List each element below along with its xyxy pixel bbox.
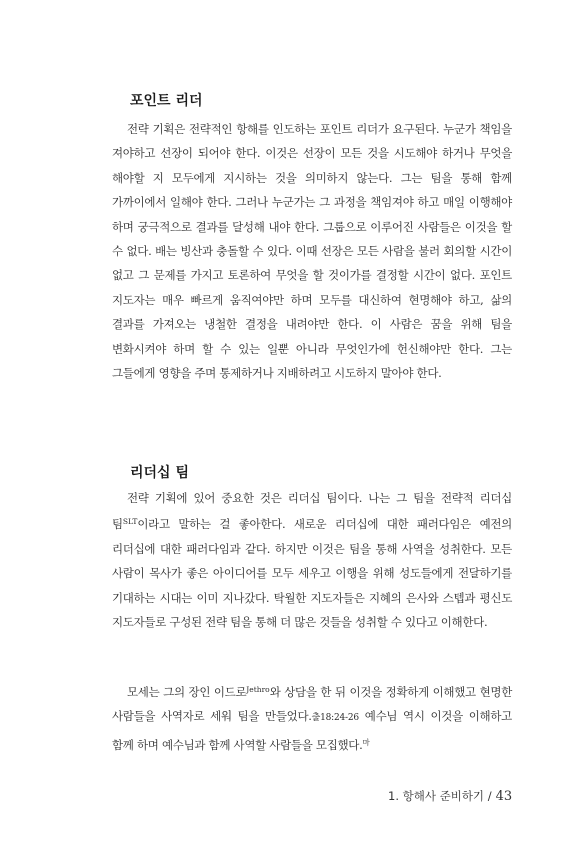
section-heading-leadership-team: 리더십 팀 [130,465,189,481]
paragraph-text: 와 상담을 한 뒤 이것을 정확하게 이해했고 현명한 사람들을 사역자로 세워 팀을 만들었다. [112,685,513,724]
superscript-reference-tail: 마 [362,737,370,747]
page-footer [388,788,512,804]
paragraph-moses [112,678,512,757]
paragraph-text: 전략 기획에 있어 중요한 것은 리더십 팀이다. 나는 그 팀을 전략적 리더십 팀 [112,491,512,532]
paragraph-text: 이라고 말하는 걸 좋아한다. 새로운 리더십에 대한 패러다임은 예전의 리더십에 대한 패러다임과 같다. 하지만 이것은 팀을 통해 사역을 성취한다. 모든 사람이 목사가 좋은 아이디어를 모두 세우고 이행을 위해 성도들에게 전달하기를 기대하는 시대는 이미 지나갔다. 탁월한 지도자들은 지혜의 은사와 스텝과 평신도 지도자들로 구성된 전략 팀을 통해 더 많은 것들을 성취할 수 있다고 이해한다. [112,517,512,630]
paragraph-text: 모세는 그의 장인 이드로 [127,685,247,699]
paragraph-text: 예수님 역시 이것을 이해하고 함께 하며 예수님과 함께 사역할 사람들을 모집했다. [112,709,512,752]
paragraph-point-leader: 전략 기획은 전략적인 항해를 인도하는 포인트 리더가 요구된다. 누군가 책임을 져야하고 선장이 되어야 한다. 이것은 선장이 모든 것을 시도해야 하거나 무엇을 해야할 지 모두에게 지시하는 것을 의미하지 않는다. 그는 팀을 통해 함께 가까이에서 일해야 한다. 그러나 누군가는 그 과정을 책임져야 하고 매일 이행해야 하며 궁극적으로 결과를 달성해 내야 한다. 그룹으로 이루어진 사람들은 이것을 할 수 없다. 배는 빙산과 충돌할 수 있다. 이때 선장은 모든 사람을 불러 회의할 시간이 없고 그 문제를 가지고 토론하여 무엇을 할 것이가를 결정할 시간이 없다. 포인트 지도자는 매우 빠르게 움직여야만 하며 모두를 대신하여 현명해야 하고, 삶의 결과를 가져오는 냉철한 결정을 내려야만 한다. 이 사람은 꿈을 위해 팀을 변화시켜야 하며 할 수 있는 일뿐 아니라 무엇인가에 헌신해야만 한다. 그는 그들에게 영향을 주며 통제하거나 지배하려고 시도하지 말아야 한다. [112,122,512,381]
scripture-reference: 출18:24-26 [311,713,359,724]
chapter-title: 1. 항해사 준비하기 / [388,789,492,803]
paragraph-leadership-team [112,486,512,634]
superscript-slt: SLT [122,517,138,527]
section-heading-point-leader: 포인트 리더 [130,93,203,109]
superscript-jethro: Jethro [246,685,270,694]
page-number: 43 [495,789,513,804]
